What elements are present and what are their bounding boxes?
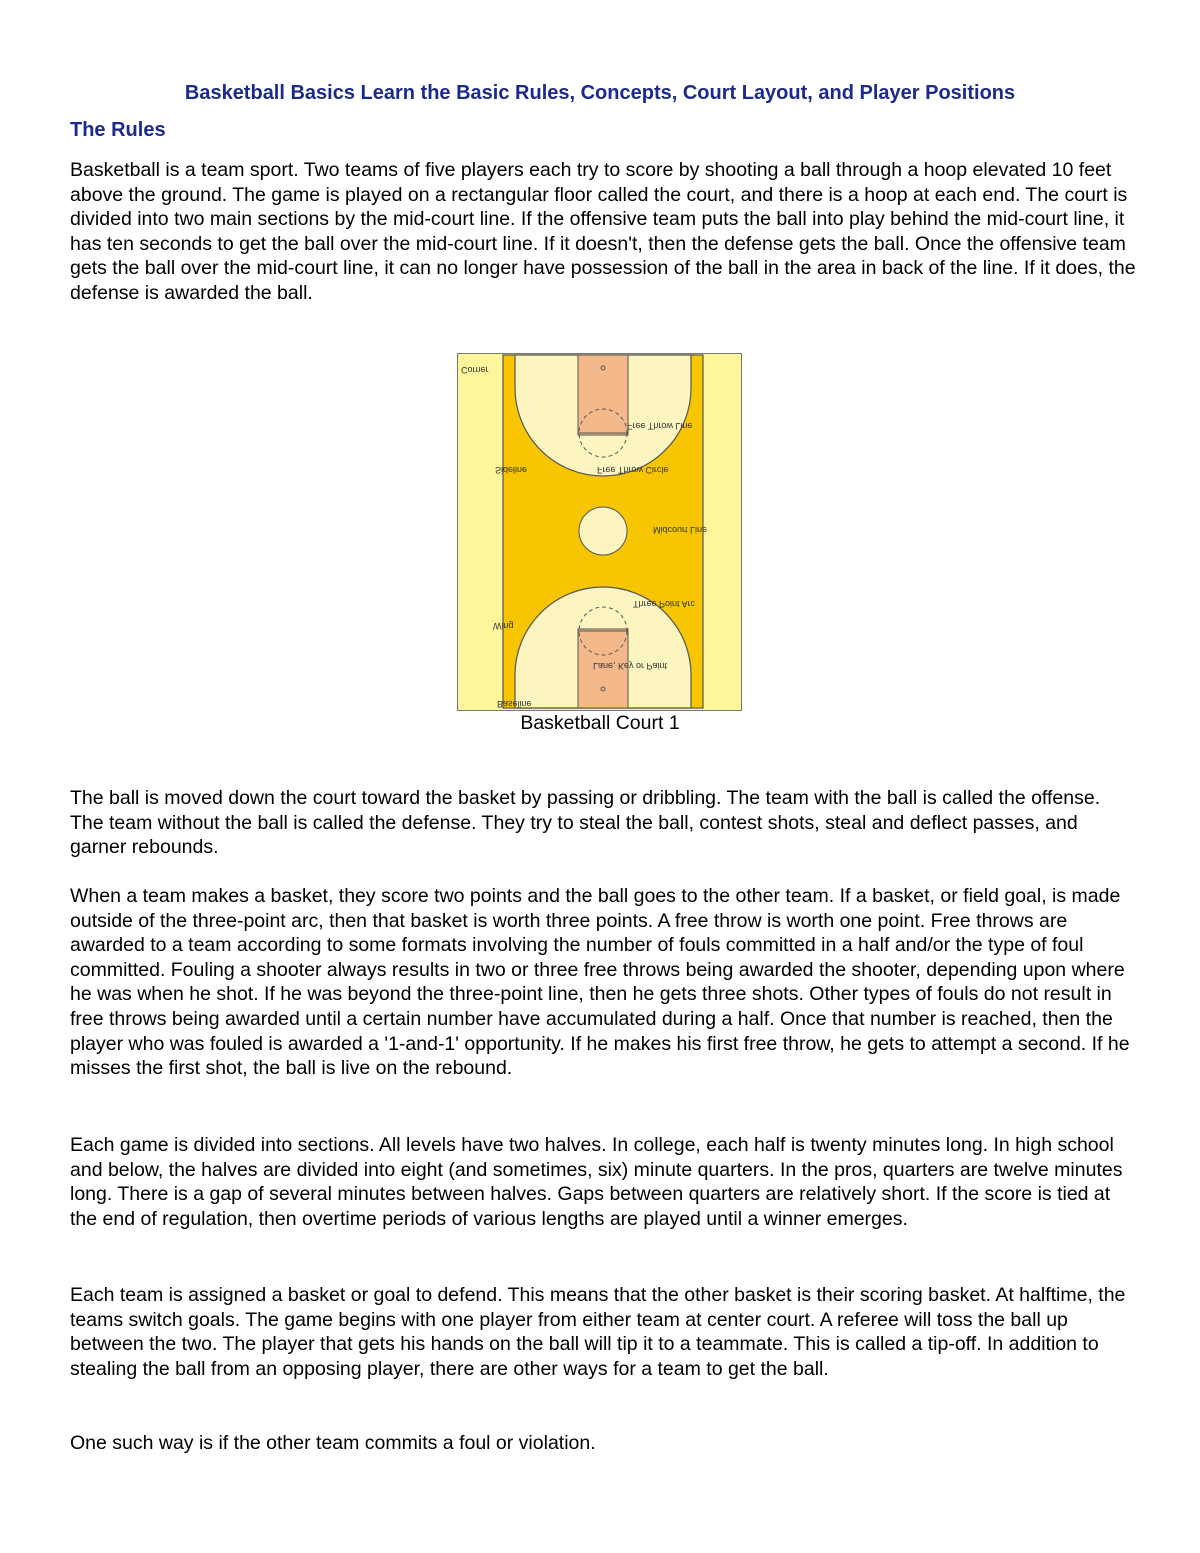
label-midcourt-line: Midcourt Line — [653, 525, 708, 535]
paragraph-intro: Basketball is a team sport. Two teams of five players each try to score by shooting a ball through a hoop elevated 10 feet above the ground. The game is played on a rectangular floor called the court, and there is a hoop at each end. The court is divided into two main sections by the mid-court line. If the offensive team puts the ball into play behind the mid-court line, it has ten seconds to get the ball over the mid-court line. If it doesn't, then the defense gets the ball. Once the offensive team gets the ball over the mid-court line, it can no longer have possession of the ball in the area in back of the line. If it does, the defense is awarded the ball. — [70, 159, 1136, 304]
section-heading-rules: The Rules — [70, 119, 166, 141]
label-wing: Wing — [493, 621, 514, 631]
center-circle — [579, 507, 627, 555]
label-sideline: Sideline — [495, 465, 528, 475]
basketball-court-diagram — [457, 353, 742, 711]
label-baseline: Baseline — [497, 699, 532, 709]
label-lane: Lane, Key or Paint — [593, 661, 668, 671]
document-title: Basketball Basics Learn the Basic Rules, Concepts, Court Layout, and Player Positions — [184, 82, 1016, 104]
label-free-throw-circle: Free Throw Circle — [597, 465, 669, 475]
paragraph-baskets-tipoff: Each team is assigned a basket or goal to defend. This means that the other basket is their scoring basket. At halftime, the teams switch goals. The game begins with one player from either team at center court. A referee will toss the ball up between the two. The player that gets his hands on the ball will tip it to a teammate. This is called a tip-off. In addition to stealing the ball from an opposing player, there are other ways for a team to get the ball. — [70, 1284, 1126, 1380]
label-free-throw-line: Free Throw Line — [627, 421, 693, 431]
label-three-point-arc: Three Point Arc — [633, 599, 696, 609]
paragraph-scoring: When a team makes a basket, they score two points and the ball goes to the other team. If a basket, or field goal, is made outside of the three-point arc, then that basket is worth three points. A free throw is worth one point. Free throws are awarded to a team according to some formats involving the number of fouls committed in a half and/or the type of foul committed. Fouling a shooter always results in two or three free throws being awarded the shooter, depending upon where he was when he shot. If he was beyond the three-point line, then he gets three shots. Other types of fouls do not result in free throws being awarded until a certain number have accumulated during a half. Once that number is reached, then the player who was fouled is awarded a '1-and-1' opportunity. If he makes his first free throw, he gets to attempt a second. If he misses the first shot, the ball is live on the rebound. — [70, 885, 1130, 1080]
paragraph-game-sections: Each game is divided into sections. All levels have two halves. In college, each half is twenty minutes long. In high school and below, the halves are divided into eight (and sometimes, six) minute quarters. In the pros, quarters are twelve minutes long. There is a gap of several minutes between halves. Gaps between quarters are relatively short. If the score is tied at the end of regulation, then overtime periods of various lengths are played until a winner emerges. — [70, 1134, 1123, 1230]
paint-top — [578, 355, 628, 435]
paragraph-offense-defense: The ball is moved down the court toward the basket by passing or dribbling. The team with the ball is called the offense. The team without the ball is called the defense. They try to steal the ball, contest shots, steal and deflect passes, and garner rebounds. — [70, 787, 1101, 859]
figure-caption: Basketball Court 1 — [520, 712, 680, 734]
paragraph-fouls: One such way is if the other team commits a foul or violation. — [70, 1432, 596, 1454]
basketball-court-figure — [457, 353, 742, 711]
label-corner: Corner — [461, 365, 489, 375]
